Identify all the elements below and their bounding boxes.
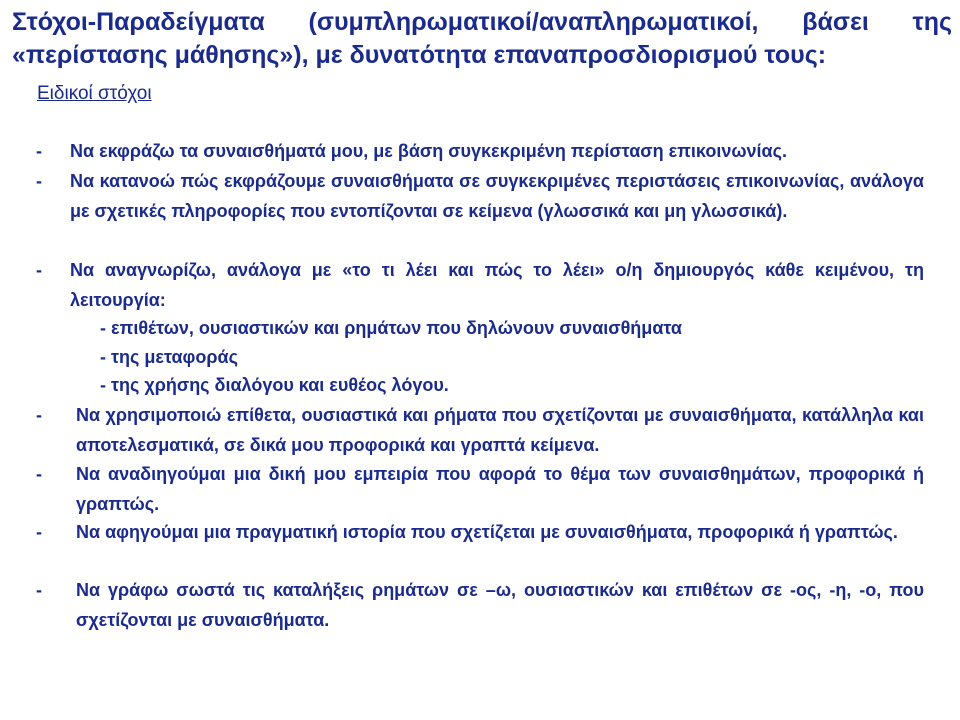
list-item — [36, 575, 924, 635]
list-item-text: Να γράφω σωστά τις καταλήξεις ρημάτων σε –ω, ουσιαστικών και επιθέτων σε -ος, -η, -ο, που σχετίζονται με συναισθήματα. — [76, 580, 924, 630]
bullet-dash: - — [36, 260, 42, 280]
list-item-text: Να χρησιμοποιώ επίθετα, ουσιαστικά και ρήματα που σχετίζονται με συναισθήματα, κατάλληλα και αποτελεσματικά, σε δικά μου προφορικά και γραπτά κείμενα. — [76, 405, 924, 455]
list-item-text: Να αφηγούμαι μια πραγματική ιστορία που σχετίζεται με συναισθήματα, προφορικά ή γραπτώς. — [76, 522, 898, 542]
section-subtitle: Ειδικοί στόχοι — [37, 83, 152, 104]
bullet-dash: - — [36, 580, 42, 600]
list-item-text: Να αναδιηγούμαι μια δική μου εμπειρία που αφορά το θέμα των συναισθημάτων, προφορικά ή γραπτώς. — [76, 464, 924, 514]
list-item — [36, 517, 924, 547]
list-item-text: Να αναγνωρίζω, ανάλογα με «το τι λέει και πώς το λέει» ο/η δημιουργός κάθε κειμένου, τη λειτουργία: — [70, 260, 924, 310]
page-title: Στόχοι-Παραδείγματα (συμπληρωματικοί/αναπληρωματικοί, βάσει της «περίστασης μάθησης»), με δυνατότητα επαναπροσδιορισμού τους: — [12, 8, 952, 69]
list-item-text: Να εκφράζω τα συναισθήματά μου, με βάση συγκεκριμένη περίσταση επικοινωνίας. — [70, 141, 787, 161]
list-item — [36, 255, 924, 315]
list-item — [36, 136, 924, 166]
sub-list-item: - επιθέτων, ουσιαστικών και ρημάτων που δηλώνουν συναισθήματα — [100, 318, 682, 338]
list-item — [36, 400, 924, 460]
list-item-text: Να κατανοώ πώς εκφράζουμε συναισθήματα σε συγκεκριμένες περιστάσεις επικοινωνίας, ανάλογα με σχετικές πληροφορίες που εντοπίζονται σε κείμενα (γλωσσικά και μη γλωσσικά). — [70, 171, 924, 221]
bullet-dash: - — [36, 464, 42, 484]
sub-list-item: - της μεταφοράς — [100, 347, 238, 367]
bullet-dash: - — [36, 405, 42, 425]
sub-list-item: - της χρήσης διαλόγου και ευθέος λόγου. — [100, 375, 449, 395]
bullet-dash: - — [36, 141, 42, 161]
list-item — [36, 166, 924, 226]
list-item — [36, 459, 924, 519]
bullet-dash: - — [36, 171, 42, 191]
bullet-dash: - — [36, 522, 42, 542]
